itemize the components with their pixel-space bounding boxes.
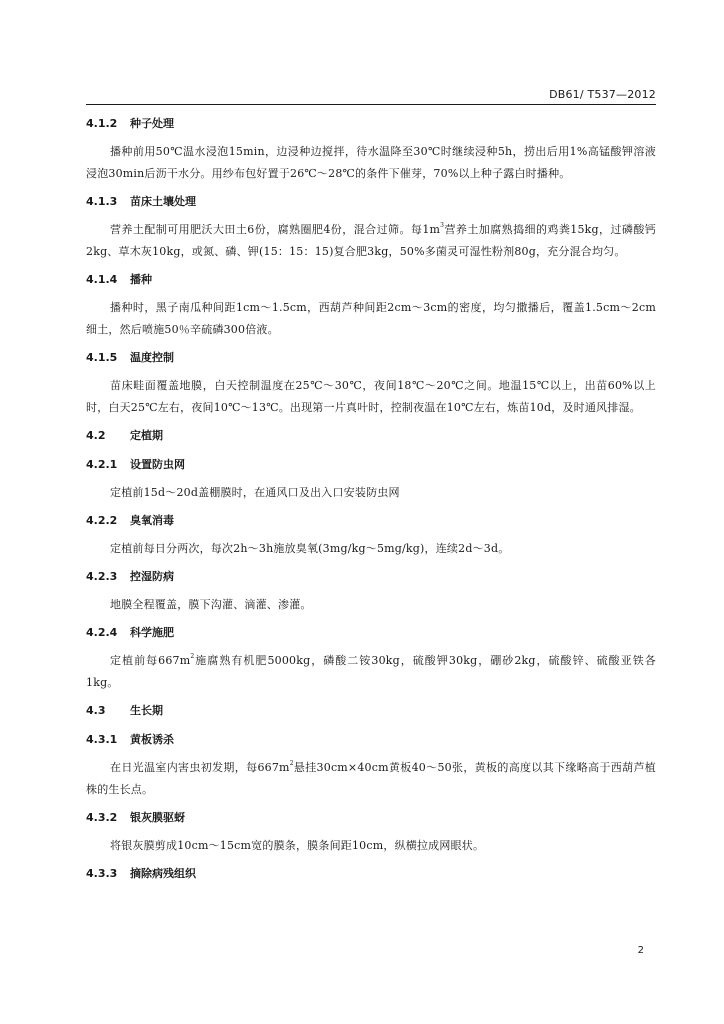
heading-4-1-3 <box>86 190 656 214</box>
heading-number: 4.1.3 <box>86 195 118 208</box>
superscript: 2 <box>289 760 294 767</box>
heading-title: 科学施肥 <box>130 626 174 639</box>
heading-4-1-4 <box>86 268 656 292</box>
paragraph-text: 悬挂30cm×40cm黄板40～50张，黄板的高度以其下缘略高于西葫芦植株的生长点。 <box>86 761 657 796</box>
heading-4-1-5 <box>86 346 656 370</box>
heading-number: 4.1.5 <box>86 351 118 364</box>
paragraph-text: 营养土加腐熟捣细的鸡粪15kg，过磷酸钙2kg、草木灰10kg，或氮、磷、钾(15：15：15)复合肥3kg，50%多菌灵可湿性粉剂80g，充分混合均匀。 <box>86 223 656 258</box>
heading-title: 种子处理 <box>130 117 174 130</box>
heading-4-2-4 <box>86 621 656 645</box>
heading-number: 4.3.1 <box>86 733 118 746</box>
paragraph-silver-film: 将银灰膜剪成10cm～15cm宽的膜条，膜条间距10cm，纵横拉成网眼状。 <box>110 839 485 852</box>
heading-title: 黄板诱杀 <box>130 733 174 746</box>
paragraph-text: 在日光温室内害虫初发期，每667m <box>110 761 290 774</box>
heading-4-3-3 <box>86 862 656 886</box>
heading-number: 4.3 <box>86 704 106 717</box>
paragraph-temperature-control: 苗床畦面覆盖地膜，白天控制温度在25℃～30℃，夜间18℃～20℃之间。地温15℃以上，出苗60%以上时，白天25℃左右，夜间10℃～13℃。出现第一片真叶时，控制夜温在10℃左右，炼苗10d，及时通风排湿。 <box>86 379 656 414</box>
heading-title: 摘除病残组织 <box>130 867 196 880</box>
header-rule <box>86 104 656 105</box>
heading-title: 银灰膜驱蚜 <box>130 811 185 824</box>
paragraph-fertilization <box>86 650 656 694</box>
paragraph-yellow-board <box>86 757 656 801</box>
heading-4-2-1 <box>86 453 656 477</box>
heading-title: 设置防虫网 <box>130 458 185 471</box>
heading-number: 4.3.3 <box>86 867 118 880</box>
heading-4-1-2 <box>86 112 656 136</box>
heading-title: 温度控制 <box>130 351 174 364</box>
heading-number: 4.2.3 <box>86 570 118 583</box>
paragraph-sowing: 播种时，黑子南瓜种间距1cm～1.5cm，西葫芦种间距2cm～3cm的密度，均匀撒播后，覆盖1.5cm～2cm细土，然后喷施50％辛硫磷300倍液。 <box>86 301 656 336</box>
paragraph-humidity-control: 地膜全程覆盖，膜下沟灌、滴灌、渗灌。 <box>110 598 312 611</box>
page-number: 2 <box>637 945 644 956</box>
paragraph-text: 营养土配制可用肥沃大田土6份，腐熟圈肥4份，混合过筛。每1m <box>110 223 441 236</box>
paragraph-ozone-disinfection: 定植前每日分两次，每次2h～3h施放臭氧(3mg/kg～5mg/kg)，连续2d～3d。 <box>110 542 510 555</box>
heading-number: 4.3.2 <box>86 811 118 824</box>
heading-4-3-2 <box>86 806 656 830</box>
document-body <box>86 112 656 891</box>
heading-number: 4.2 <box>86 429 106 442</box>
heading-title: 定植期 <box>130 429 163 442</box>
heading-4-2-2 <box>86 509 656 533</box>
heading-title: 播种 <box>130 273 152 286</box>
heading-4-2-3 <box>86 565 656 589</box>
heading-number: 4.1.4 <box>86 273 118 286</box>
heading-number: 4.2.4 <box>86 626 118 639</box>
heading-4-3 <box>86 699 656 723</box>
heading-title: 生长期 <box>130 704 163 717</box>
heading-number: 4.2.2 <box>86 514 118 527</box>
heading-4-3-1 <box>86 728 656 752</box>
superscript: 2 <box>190 653 195 660</box>
document-code: DB61/ T537—2012 <box>549 88 656 101</box>
paragraph-insect-net: 定植前15d～20d盖棚膜时，在通风口及出入口安装防虫网 <box>110 486 400 499</box>
paragraph-text: 定植前每667m <box>110 654 191 667</box>
superscript: 3 <box>440 222 445 229</box>
paragraph-text: 施腐熟有机肥5000kg，磷酸二铵30kg，硫酸钾30kg，硼砂2kg，硫酸锌、硫酸亚铁各1kg。 <box>86 654 656 689</box>
heading-title: 控湿防病 <box>130 570 174 583</box>
heading-title: 臭氧消毒 <box>130 514 174 527</box>
paragraph-seed-treatment: 播种前用50℃温水浸泡15min，边浸种边搅拌，待水温降至30℃时继续浸种5h，捞出后用1%高锰酸钾溶液浸泡30min后沥干水分。用纱布包好置于26℃～28℃的条件下催芽，70%以上种子露白时播种。 <box>86 145 656 180</box>
paragraph-seedbed-soil <box>86 219 656 263</box>
heading-number: 4.2.1 <box>86 458 118 471</box>
heading-number: 4.1.2 <box>86 117 118 130</box>
heading-4-2 <box>86 424 656 448</box>
heading-title: 苗床土壤处理 <box>130 195 196 208</box>
